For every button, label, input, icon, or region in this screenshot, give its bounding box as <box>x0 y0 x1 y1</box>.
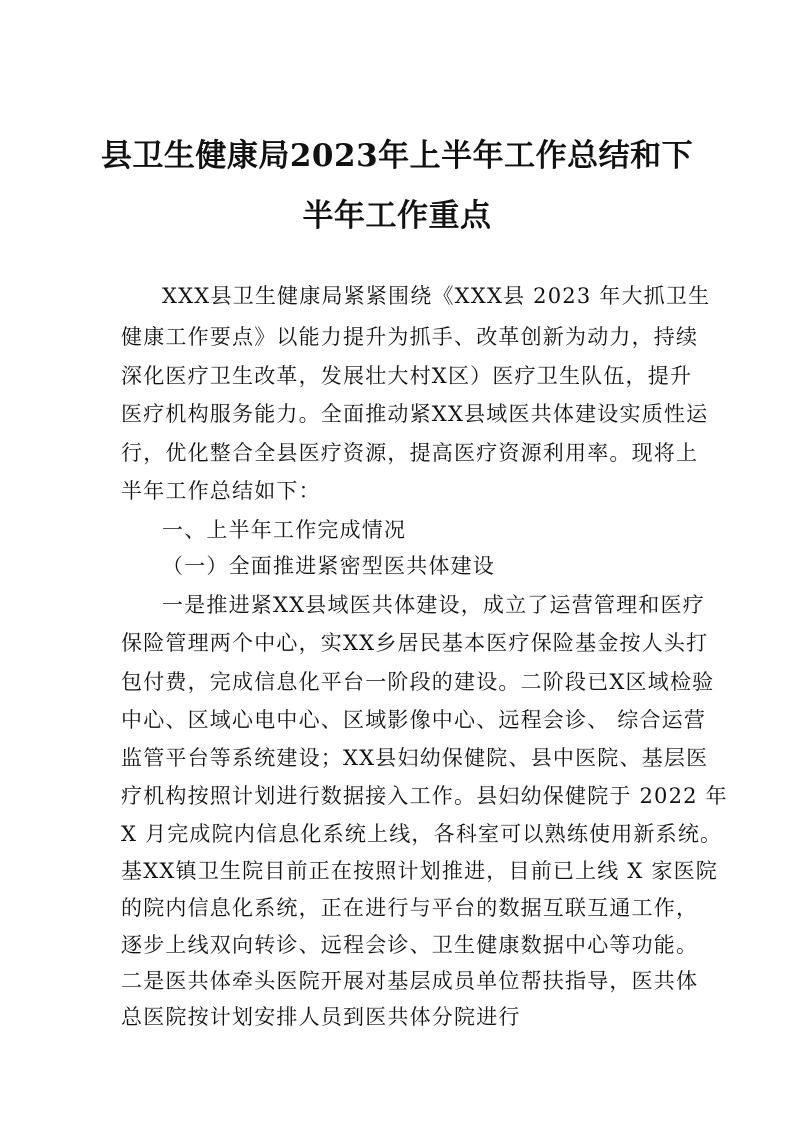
paragraph-line: X 月完成院内信息化系统上线，各科室可以熟练使用新系统。 <box>121 822 723 846</box>
section-heading: 一、上半年工作完成情况 <box>162 518 407 542</box>
paragraph-line: 行，优化整合全县医疗资源，提高医疗资源利用率。现将上 <box>121 441 699 465</box>
paragraph-line: 二是医共体牵头医院开展对基层成员单位帮扶指导，医共体 <box>121 969 699 993</box>
paragraph-line: 深化医疗卫生改革，发展壮大村X区）医疗卫生队伍，提升 <box>121 364 693 388</box>
paragraph-line: 疗机构按照计划进行数据接入工作。县妇幼保健院于 2022 年 <box>121 784 728 808</box>
paragraph-line: 基XX镇卫生院目前正在按照计划推进，目前已上线 X 家医院 <box>121 859 718 883</box>
paragraph-line: 一是推进紧XX县域医共体建设，成立了运营管理和医疗 <box>162 593 705 617</box>
paragraph-line: 保险管理两个中心，实XX乡居民基本医疗保险基金按人头打 <box>121 631 709 655</box>
paragraph-line: 健康工作要点》以能力提升为抓手、改革创新为动力，持续 <box>121 325 699 349</box>
paragraph-line: 中心、区域心电中心、区域影像中心、远程会诊、 综合运营 <box>121 708 707 732</box>
paragraph-line: 总医院按计划安排人员到医共体分院进行 <box>121 1005 521 1029</box>
paragraph-line: 医疗机构服务能力。全面推动紧XX县域医共体建设实质性运 <box>121 402 709 426</box>
paragraph-line: XXX县卫生健康局紧紧围绕《XXX县 2023 年大抓卫生 <box>162 284 711 308</box>
document-title-line-2: 半年工作重点 <box>302 198 492 234</box>
paragraph-line: 的院内信息化系统，正在进行与平台的数据互联互通工作， <box>121 896 699 920</box>
paragraph-line: 逐步上线双向转诊、远程会诊、卫生健康数据中心等功能。 <box>121 933 699 957</box>
document-title-line-1: 县卫生健康局2023年上半年工作总结和下 <box>100 138 694 174</box>
paragraph-line: 包付费，完成信息化平台一阶段的建设。二阶段已X区域检验 <box>121 670 715 694</box>
subsection-heading: （一）全面推进紧密型医共体建设 <box>162 554 495 578</box>
paragraph-line: 监管平台等系统建设；XX县妇幼保健院、县中医院、基层医 <box>121 746 709 770</box>
paragraph-line: 半年工作总结如下： <box>121 479 321 503</box>
